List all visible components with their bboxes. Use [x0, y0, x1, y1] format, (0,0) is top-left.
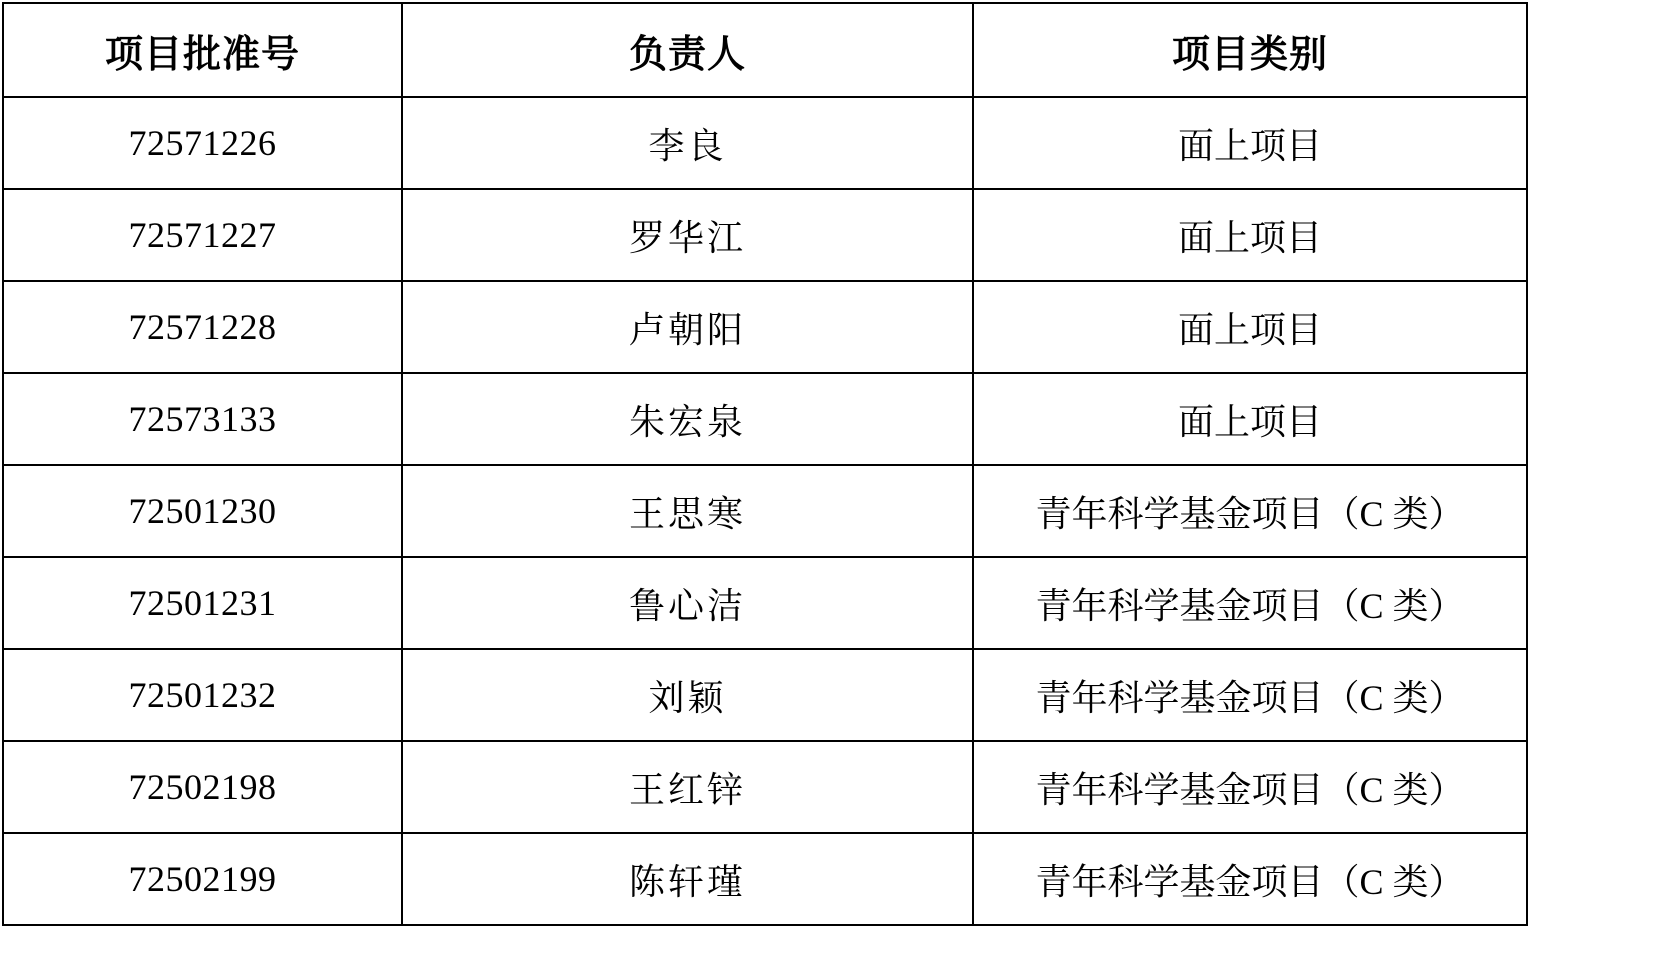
- cell-project-code: 72573133: [3, 373, 402, 465]
- grant-projects-table: [2, 2, 1528, 926]
- table-row: [3, 189, 1527, 281]
- table-row: [3, 741, 1527, 833]
- table-row: [3, 97, 1527, 189]
- table-header: [3, 3, 1527, 97]
- cell-category: 青年科学基金项目（C 类）: [973, 741, 1527, 833]
- table-row: [3, 649, 1527, 741]
- table-row: [3, 281, 1527, 373]
- cell-category: 青年科学基金项目（C 类）: [973, 649, 1527, 741]
- cell-leader: 罗华江: [402, 189, 973, 281]
- column-header-leader: 负责人: [402, 3, 973, 97]
- table-row: [3, 833, 1527, 925]
- column-header-project-code: 项目批准号: [3, 3, 402, 97]
- cell-project-code: 72501231: [3, 557, 402, 649]
- cell-project-code: 72502198: [3, 741, 402, 833]
- document-page: [0, 2, 1660, 976]
- table-row: [3, 557, 1527, 649]
- cell-leader: 陈轩瑾: [402, 833, 973, 925]
- cell-leader: 王思寒: [402, 465, 973, 557]
- table-body: [3, 97, 1527, 925]
- cell-leader: 鲁心洁: [402, 557, 973, 649]
- cell-category: 面上项目: [973, 189, 1527, 281]
- table-row: [3, 465, 1527, 557]
- cell-project-code: 72502199: [3, 833, 402, 925]
- cell-leader: 朱宏泉: [402, 373, 973, 465]
- cell-leader: 卢朝阳: [402, 281, 973, 373]
- cell-project-code: 72571227: [3, 189, 402, 281]
- cell-category: 青年科学基金项目（C 类）: [973, 833, 1527, 925]
- cell-category: 面上项目: [973, 97, 1527, 189]
- cell-category: 面上项目: [973, 281, 1527, 373]
- cell-category: 面上项目: [973, 373, 1527, 465]
- cell-leader: 王红锌: [402, 741, 973, 833]
- cell-project-code: 72501230: [3, 465, 402, 557]
- table-row: [3, 373, 1527, 465]
- cell-project-code: 72571228: [3, 281, 402, 373]
- cell-category: 青年科学基金项目（C 类）: [973, 557, 1527, 649]
- cell-leader: 李良: [402, 97, 973, 189]
- cell-category: 青年科学基金项目（C 类）: [973, 465, 1527, 557]
- cell-leader: 刘颖: [402, 649, 973, 741]
- table-header-row: [3, 3, 1527, 97]
- cell-project-code: 72571226: [3, 97, 402, 189]
- column-header-category: 项目类别: [973, 3, 1527, 97]
- cell-project-code: 72501232: [3, 649, 402, 741]
